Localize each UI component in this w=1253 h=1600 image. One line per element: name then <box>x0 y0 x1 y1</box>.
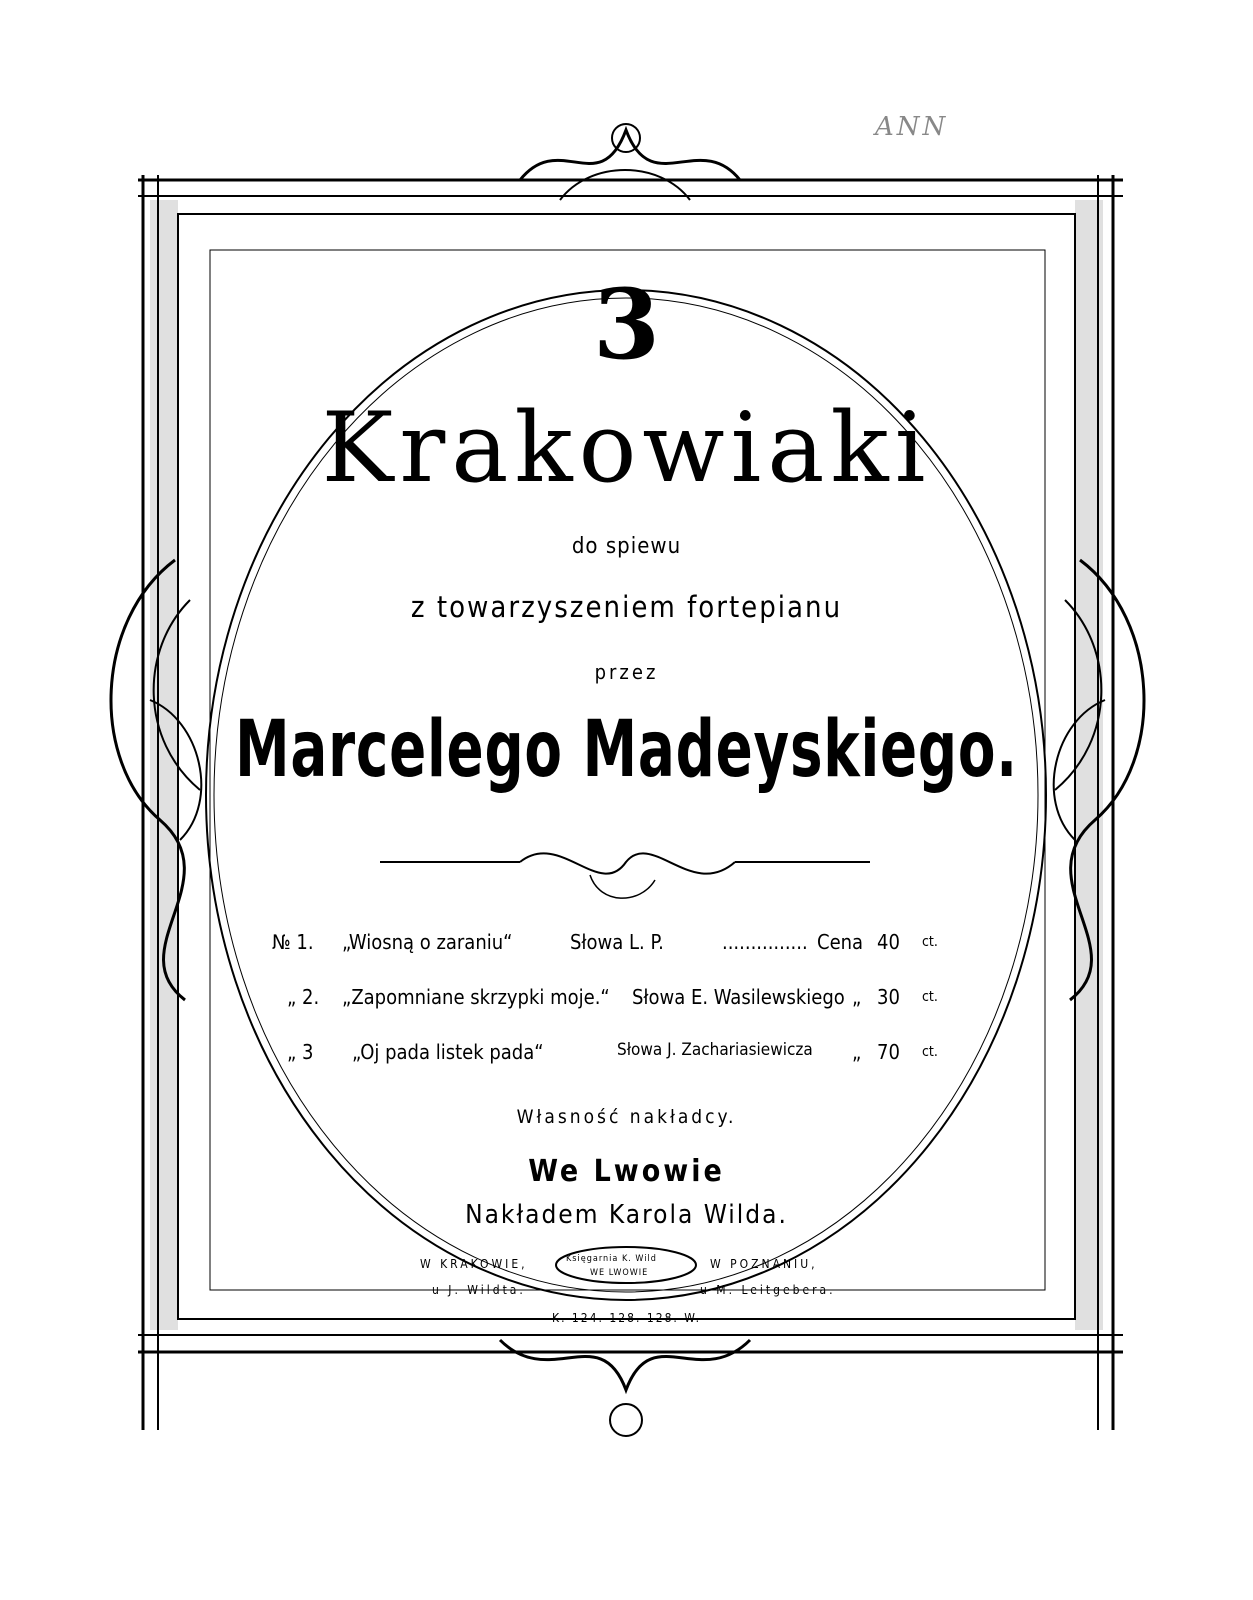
price-label: Cena <box>817 930 864 954</box>
ditto-mark: „ <box>852 1040 862 1064</box>
song-number: „ 3 <box>287 1040 314 1064</box>
price-unit: ct. <box>922 989 938 1005</box>
song-lyricist: Słowa J. Zachariasiewicza <box>617 1040 813 1060</box>
song-price: 40 <box>877 930 900 954</box>
leader-dots: ............... <box>722 930 808 954</box>
song-lyricist: Słowa L. P. <box>570 930 664 954</box>
handwritten-note: ANN <box>875 112 949 142</box>
song-title: „Zapomniane skrzypki moje.“ <box>342 985 610 1009</box>
song-title: „Wiosną o zaraniu“ <box>342 930 513 954</box>
song-price: 70 <box>877 1040 900 1064</box>
agent-left-name: u J. Wildta. <box>432 1283 526 1297</box>
stamp-text-bottom: WE LWOWIE <box>590 1268 649 1278</box>
song-row <box>272 1040 962 1076</box>
catalog-number: K. 124. 128. 128. W. <box>551 1311 702 1325</box>
subtitle-line-3: przez <box>594 660 659 684</box>
page-title: Krakowiaki <box>321 392 932 504</box>
song-number: № 1. <box>272 930 314 954</box>
agent-right-name: u M. Leitgebera. <box>700 1283 836 1297</box>
composer-name: Marcelego Madeyskiego. <box>235 705 1018 795</box>
subtitle-line-1: do spiewu <box>571 534 682 559</box>
ditto-mark: „ <box>852 985 862 1009</box>
song-title: „Oj pada listek pada“ <box>352 1040 544 1064</box>
song-row <box>272 930 962 966</box>
agent-left-city: W KRAKOWIE, <box>420 1257 528 1271</box>
volume-number: 3 <box>593 268 660 381</box>
song-number: „ 2. <box>287 985 320 1009</box>
agent-right-city: W POZNANIU, <box>710 1257 818 1271</box>
publisher-city: We Lwowie <box>528 1154 725 1189</box>
song-lyricist: Słowa E. Wasilewskiego <box>632 985 845 1009</box>
price-unit: ct. <box>922 1044 938 1060</box>
song-row <box>272 985 962 1021</box>
publisher-name: Nakładem Karola Wilda. <box>465 1200 788 1230</box>
song-price: 30 <box>877 985 900 1009</box>
stamp-text-top: Księgarnia K. Wild <box>566 1254 657 1264</box>
price-unit: ct. <box>922 934 938 950</box>
ownership-note: Własność nakładcy. <box>516 1106 737 1128</box>
subtitle-line-2: z towarzyszeniem fortepianu <box>410 590 843 624</box>
